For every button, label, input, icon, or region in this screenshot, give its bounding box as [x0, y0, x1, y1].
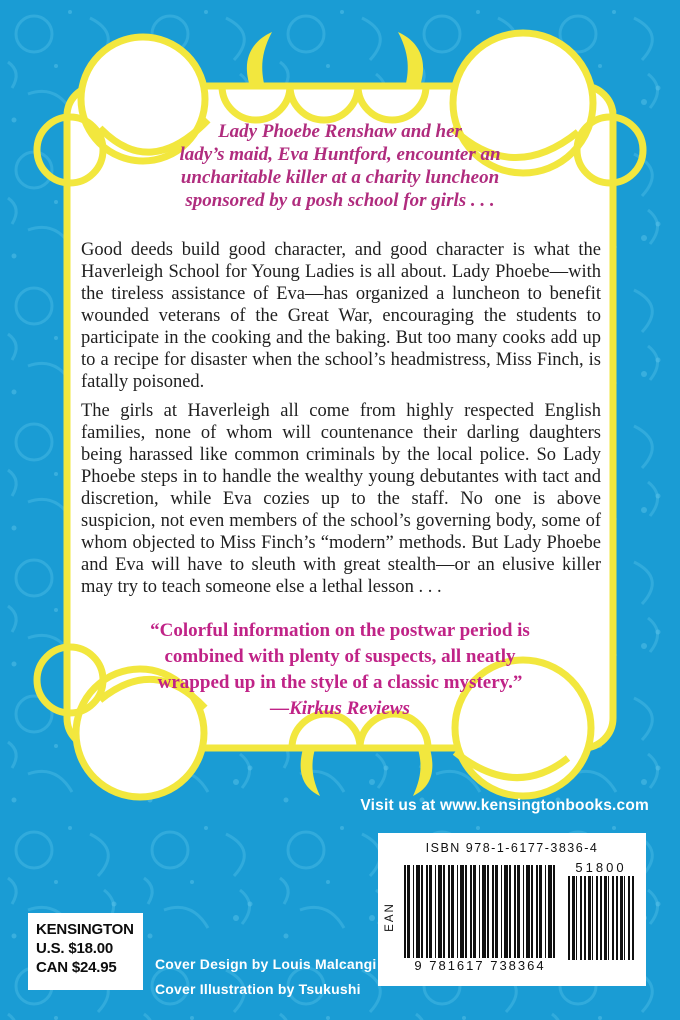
review-attribution: —Kirkus Reviews	[270, 698, 410, 719]
publisher-price-box	[28, 913, 143, 990]
review-line: “Colorful information on the postwar period is	[150, 620, 530, 641]
barcode-main-digits: 9 781617 738364	[396, 958, 564, 973]
credit-design: Cover Design by Louis Malcangi	[155, 956, 377, 972]
synopsis-paragraph-2: The girls at Haverleigh all come from highly respected English families, none of whom will countenance their darling daughters being harassed like common criminals by the local police. So Lady Phoebe steps in to handle the wealthy young debutantes with tact and discretion, while Eva cozies up to the staff. No one is above suspicion, not even members of the school’s governing body, some of whom objected to Miss Finch’s “modern” methods. But Lady Phoebe and Eva will have to sleuth with great stealth—or an elusive killer may try to teach someone else a lethal lesson . . .	[81, 401, 601, 597]
barcode-panel	[378, 833, 646, 986]
tagline-line: Lady Phoebe Renshaw and her	[218, 121, 462, 142]
review-line: wrapped up in the style of a classic mystery.”	[157, 672, 523, 693]
tagline-line: sponsored by a posh school for girls . . .	[185, 190, 495, 211]
synopsis-paragraph-1: Good deeds build good character, and good character is what the Haverleigh School for Young Ladies is all about. Lady Phoebe—with the tireless assistance of Eva—has organized a luncheon to benefit wounded veterans of the Great War, encouraging the students to participate in the cooking and the baking. But too many cooks add up to a recipe for disaster when the school’s headmistress, Miss Finch, is fatally poisoned.	[81, 240, 601, 392]
review-quote	[100, 618, 580, 722]
barcode-main-bars	[404, 865, 556, 958]
tagline-text	[90, 120, 590, 212]
price-canada: CAN $24.95	[36, 959, 117, 976]
isbn-text: ISBN 978-1-6177-3836-4	[425, 841, 599, 855]
ean-label: EAN	[384, 902, 396, 932]
synopsis	[81, 239, 601, 605]
review-line: combined with plenty of suspects, all neatly	[164, 646, 516, 667]
tagline-line: uncharitable killer at a charity luncheon	[180, 167, 500, 188]
tagline-line: lady’s maid, Eva Huntford, encounter an	[179, 144, 501, 165]
barcode-addon-bars	[568, 876, 634, 960]
publisher-name: KENSINGTON	[36, 921, 134, 938]
cover-credits	[155, 952, 377, 1002]
barcode-addon-digits: 51800	[575, 860, 627, 875]
website-url-text: Visit us at www.kensingtonbooks.com	[360, 797, 649, 814]
credit-illustration: Cover Illustration by Tsukushi	[155, 981, 361, 997]
price-us: U.S. $18.00	[36, 940, 114, 957]
